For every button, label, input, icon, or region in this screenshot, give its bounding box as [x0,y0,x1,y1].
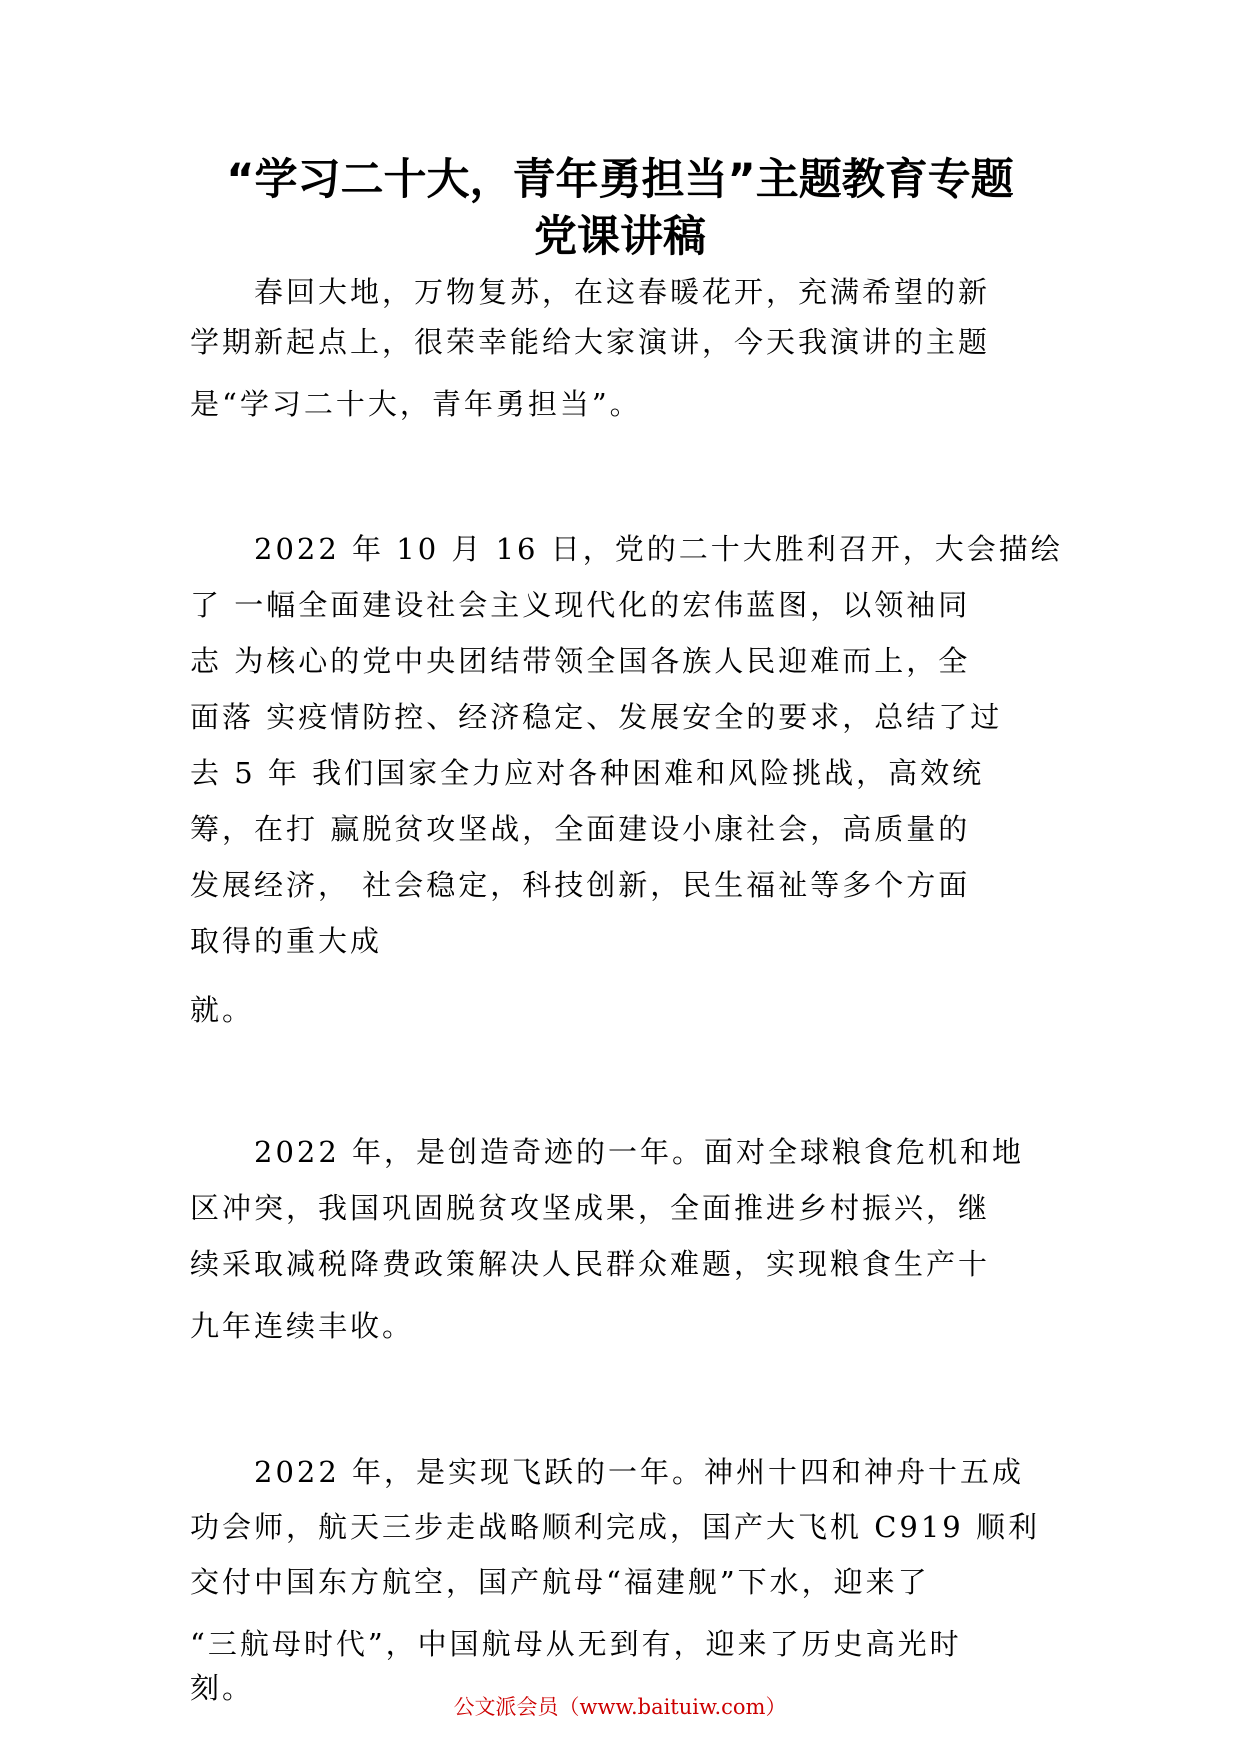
paragraph-line: 就。 [190,993,255,1027]
paragraph-line: 面落 实疫情防控、经济稳定、发展安全的要求，总结了过 [190,700,1003,734]
paragraph-line: 九年连续丰收。 [190,1309,415,1343]
paragraph-line: 续采取减税降费政策解决人民群众难题，实现粮食生产十 [190,1247,991,1281]
paragraph-line: 志 为核心的党中央团结带领全国各族人民迎难而上，全 [190,644,971,678]
paragraph-line: 春回大地，万物复苏，在这春暖花开，充满希望的新 [190,275,991,309]
paragraph-line: 取得的重大成 [190,924,383,958]
paragraph-line: 2022 年，是创造奇迹的一年。面对全球粮食危机和地 [190,1135,1025,1169]
paragraph-line: 了 一幅全面建设社会主义现代化的宏伟蓝图，以领袖同 [190,588,971,622]
paragraph-line: 发展经济， 社会稳定，科技创新，民生福祉等多个方面 [190,868,971,902]
paragraph-line: 2022 年，是实现飞跃的一年。神州十四和神舟十五成 [190,1455,1025,1489]
paragraph-line: 2022 年 10 月 16 日，党的二十大胜利召开，大会描绘 [190,532,1063,566]
paragraph-line: “三航母时代”，中国航母从无到有，迎来了历史高光时 [190,1627,962,1661]
paragraph-line: 筹，在打 赢脱贫攻坚战，全面建设小康社会，高质量的 [190,812,971,846]
document-title-line-1: “学习二十大，青年勇担当”主题教育专题 [226,155,1014,205]
paragraph-line: 学期新起点上，很荣幸能给大家演讲，今天我演讲的主题 [190,325,991,359]
footer-watermark-text: 公文派会员（www.baituiw.com） [453,1695,787,1719]
paragraph-line: 去 5 年 我们国家全力应对各种困难和风险挑战，高效统 [190,756,985,790]
paragraph-line: 功会师，航天三步走战略顺利完成，国产大飞机 C919 顺利 [190,1510,1040,1544]
paragraph-line: 区冲突，我国巩固脱贫攻坚成果，全面推进乡村振兴，继 [190,1191,991,1225]
paragraph-line: 刻。 [190,1671,255,1705]
document-title-line-2: 党课讲稿 [534,212,706,262]
paragraph-line: 是“学习二十大，青年勇担当”。 [190,387,642,421]
paragraph-line: 交付中国东方航空，国产航母“福建舰”下水，迎来了 [190,1565,930,1599]
